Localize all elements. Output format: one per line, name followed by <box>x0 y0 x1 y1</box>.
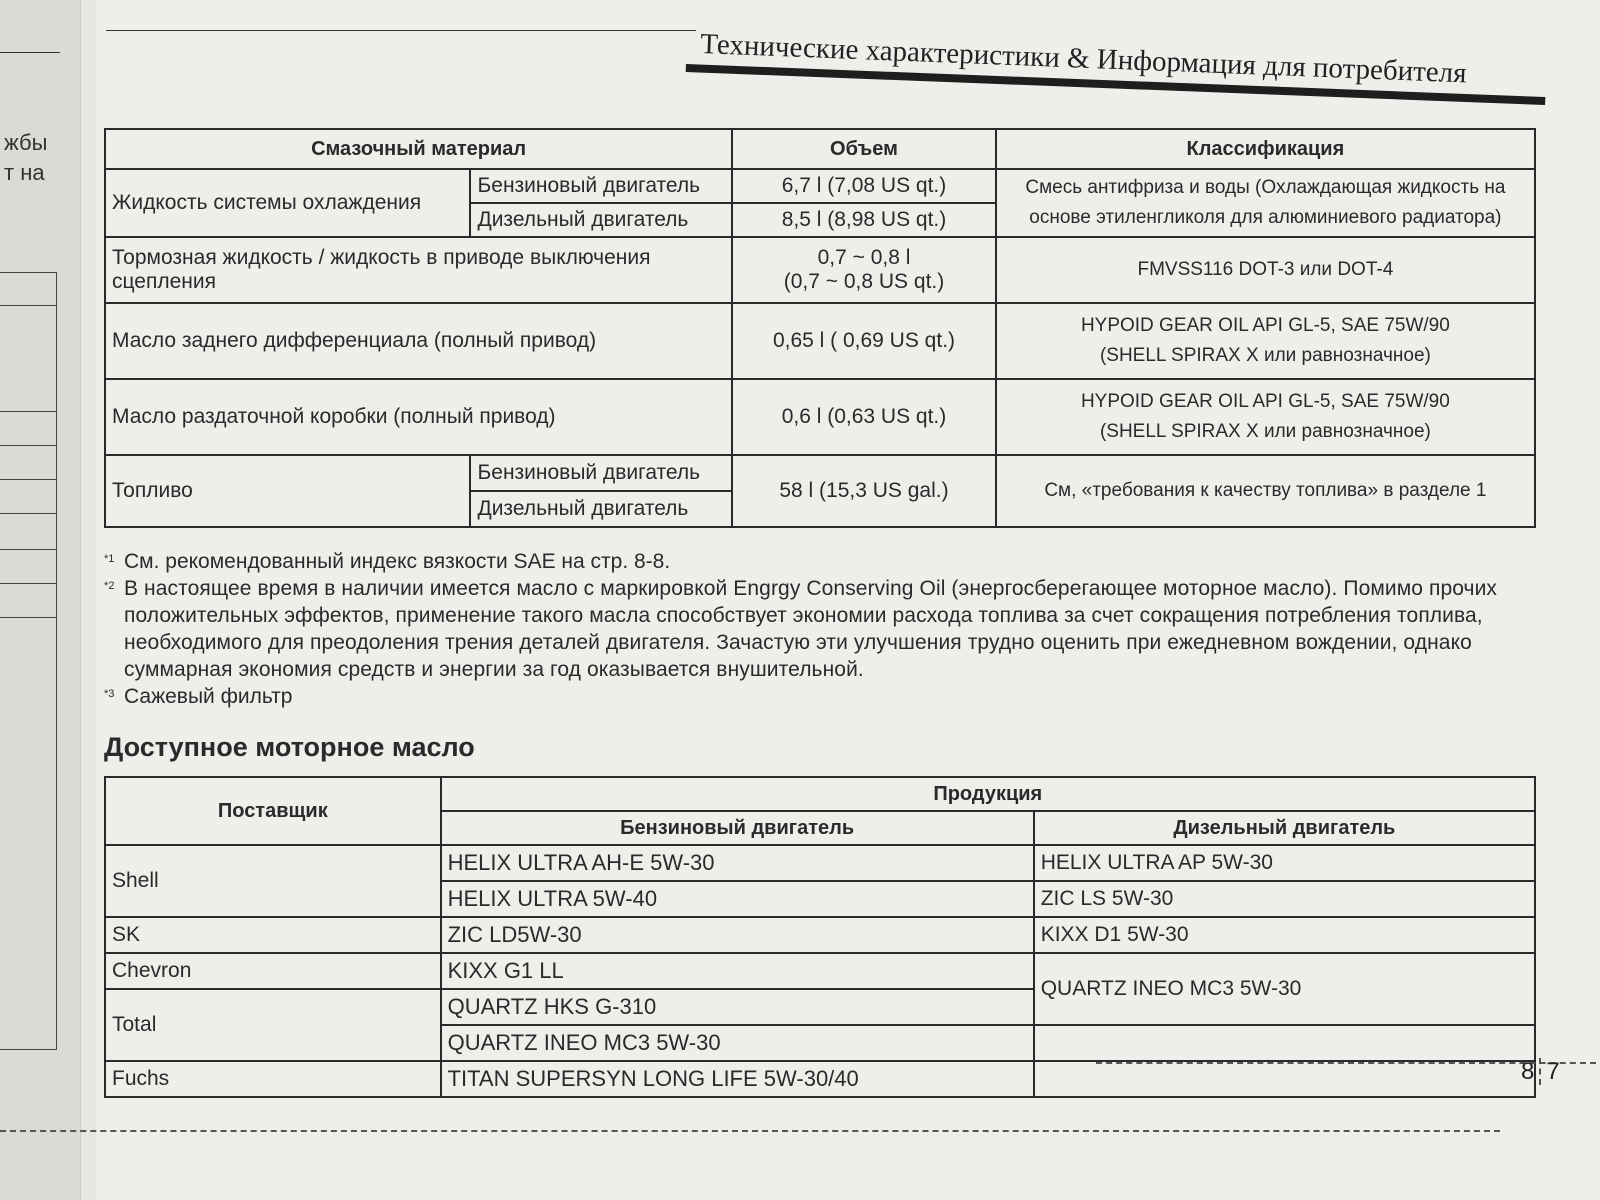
footnote-2 <box>104 575 1544 683</box>
brake-fluid-volume-line1: 0,7 ~ 0,8 l <box>817 246 911 269</box>
left-page-text-2: т на <box>4 160 45 185</box>
coolant-name: Жидкость системы охлаждения <box>105 169 470 237</box>
table-row <box>105 379 1535 455</box>
left-page-rule <box>0 52 60 53</box>
diesel-product: KIXX D1 5W-30 <box>1034 917 1535 953</box>
lubricant-spec-table <box>104 128 1536 528</box>
header-petrol: Бензиновый двигатель <box>441 811 1034 845</box>
page-header <box>106 22 1556 112</box>
table-row <box>105 953 1535 989</box>
diesel-product: ZIC LS 5W-30 <box>1034 881 1535 917</box>
header-volume: Объем <box>732 129 996 169</box>
footnote-text: В настоящее время в наличии имеется масло с маркировкой Engrgy Conserving Oil (энергосберегающее моторное масло). Помимо прочих положительных эффектов, применение такого масла способствует экономии расхода топлива за счет сокращения потребления топлива, необходимого для преодоления трения деталей двигателя. Зачастую эти улучшения трудно оценить при ежедневном вождении, однако суммарная экономия средств и энергии за год оказывается внушительной. <box>124 577 1498 681</box>
section-title: Доступное моторное масло <box>104 732 475 762</box>
fuel-engine-petrol: Бензиновый двигатель <box>470 455 732 491</box>
footnotes <box>104 548 1544 710</box>
header-products: Продукция <box>441 777 1535 811</box>
transfer-case-volume: 0,6 l (0,63 US qt.) <box>732 379 996 455</box>
brake-fluid-classification: FMVSS116 DOT-3 или DOT-4 <box>996 237 1535 303</box>
petrol-product: QUARTZ HKS G-310 <box>441 989 1034 1025</box>
footnote-text: См. рекомендованный индекс вязкости SAE на стр. 8-8. <box>124 550 671 573</box>
rear-diff-name: Масло заднего дифференциала (полный привод) <box>105 303 732 379</box>
fuel-name: Топливо <box>105 455 470 527</box>
table-row <box>105 845 1535 881</box>
transfer-case-classification <box>996 379 1535 455</box>
supplier-shell: Shell <box>105 845 441 917</box>
table-row <box>105 237 1535 303</box>
petrol-product: KIXX G1 LL <box>441 953 1034 989</box>
footnote-1 <box>104 548 1544 575</box>
header-supplier: Поставщик <box>105 777 441 845</box>
rear-diff-volume: 0,65 l ( 0,69 US qt.) <box>732 303 996 379</box>
petrol-product: ZIC LD5W-30 <box>441 917 1034 953</box>
coolant-volume-diesel: 8,5 l (8,98 US qt.) <box>732 203 996 237</box>
table-row <box>105 455 1535 491</box>
fuel-engine-diesel: Дизельный двигатель <box>470 491 732 527</box>
page-number <box>1518 1058 1563 1086</box>
transfer-case-class-line1: HYPOID GEAR OIL API GL-5, SAE 75W/90 <box>1080 391 1450 412</box>
transfer-case-class-line2: (SHELL SPIRAX X или равнозначное) <box>1099 421 1431 442</box>
header-lubricant: Смазочный материал <box>105 129 732 169</box>
petrol-product: TITAN SUPERSYN LONG LIFE 5W-30/40 <box>441 1061 1034 1097</box>
page-title: Технические характеристики & Информация для потребителя <box>699 28 1468 90</box>
transfer-case-name: Масло раздаточной коробки (полный привод) <box>105 379 732 455</box>
supplier-chevron: Chevron <box>105 953 441 989</box>
header-rule <box>106 30 696 31</box>
footnote-mark: *1 <box>104 553 115 565</box>
left-page-edge <box>0 0 81 1200</box>
chapter-number: 8 <box>1521 1058 1535 1085</box>
header-diesel: Дизельный двигатель <box>1034 811 1535 845</box>
coolant-engine-diesel: Дизельный двигатель <box>470 203 732 237</box>
engine-oil-table <box>104 776 1536 1098</box>
coolant-volume-petrol: 6,7 l (7,08 US qt.) <box>732 169 996 203</box>
manual-page <box>96 0 1600 1200</box>
page-number-value: 7 <box>1546 1058 1560 1085</box>
supplier-sk: SK <box>105 917 441 953</box>
left-page-text-1: жбы <box>4 130 48 155</box>
header-classification: Классификация <box>996 129 1535 169</box>
table-row <box>105 1061 1535 1097</box>
oil-header-row <box>105 777 1535 811</box>
coolant-engine-petrol: Бензиновый двигатель <box>470 169 732 203</box>
footnote-mark: *2 <box>104 580 115 592</box>
bottom-rule <box>0 1130 1500 1132</box>
supplier-fuchs: Fuchs <box>105 1061 441 1097</box>
footnote-mark: *3 <box>104 688 115 700</box>
diesel-empty <box>1034 1061 1535 1097</box>
footnote-3 <box>104 683 1544 710</box>
fuel-volume: 58 l (15,3 US gal.) <box>732 455 996 527</box>
petrol-product: QUARTZ INEO MC3 5W-30 <box>441 1025 1034 1061</box>
diesel-product: HELIX ULTRA AP 5W-30 <box>1034 845 1535 881</box>
rear-diff-classification <box>996 303 1535 379</box>
petrol-product: HELIX ULTRA 5W-40 <box>441 881 1034 917</box>
diesel-product: QUARTZ INEO MC3 5W-30 <box>1034 953 1535 1025</box>
rear-diff-class-line2: (SHELL SPIRAX X или равнозначное) <box>1099 345 1431 366</box>
diesel-empty <box>1034 1025 1535 1061</box>
footnote-text: Сажевый фильтр <box>124 685 293 708</box>
brake-fluid-volume <box>732 237 996 303</box>
left-page-table <box>0 272 57 1050</box>
rear-diff-class-line1: HYPOID GEAR OIL API GL-5, SAE 75W/90 <box>1080 315 1450 336</box>
table-row <box>105 303 1535 379</box>
page-number-divider <box>1539 1058 1541 1085</box>
coolant-classification: Смесь антифриза и воды (Охлаждающая жидкость на основе этиленгликоля для алюминиевого радиатора) <box>996 169 1535 237</box>
petrol-product: HELIX ULTRA AH-E 5W-30 <box>441 845 1034 881</box>
fuel-classification: См, «требования к качеству топлива» в разделе 1 <box>996 455 1535 527</box>
table-row <box>105 169 1535 203</box>
spec-header-row <box>105 129 1535 169</box>
brake-fluid-name: Тормозная жидкость / жидкость в приводе выключения сцепления <box>105 237 732 303</box>
table-row <box>105 917 1535 953</box>
supplier-total: Total <box>105 989 441 1061</box>
brake-fluid-volume-line2: (0,7 ~ 0,8 US qt.) <box>783 270 945 293</box>
